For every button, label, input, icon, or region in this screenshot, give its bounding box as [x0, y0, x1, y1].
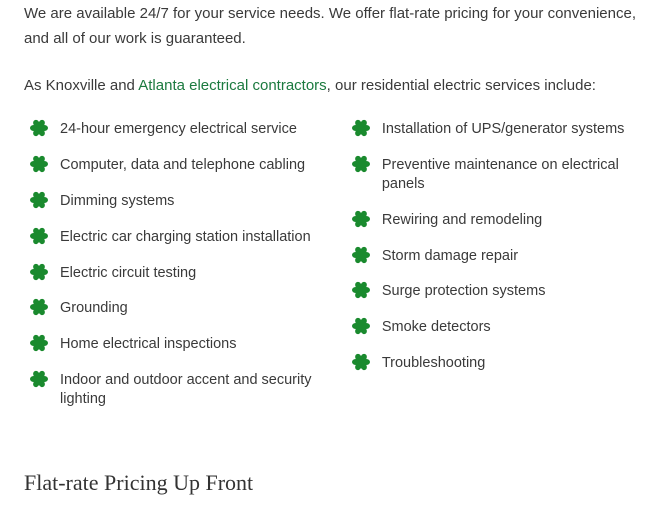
service-list-item	[24, 192, 338, 211]
service-list-item	[24, 335, 338, 354]
service-list-item-label: Troubleshooting	[381, 355, 486, 372]
intro-paragraph-2-prefix: As Knoxville and	[24, 76, 139, 94]
green-flower-bullet-icon	[28, 296, 50, 318]
service-list-item-label: Storm damage repair	[381, 247, 519, 264]
green-flower-bullet-icon	[350, 153, 372, 175]
intro-paragraph-1: We are available 24/7 for your service needs. We offer flat-rate pricing for your convenience, and all of our work is guaranteed.	[24, 5, 636, 47]
green-flower-bullet-icon	[350, 351, 372, 373]
service-list-item	[24, 264, 338, 283]
green-flower-bullet-icon	[28, 332, 50, 354]
service-list-item	[346, 354, 648, 373]
atlanta-electrical-contractors-link[interactable]: Atlanta electrical contractors	[138, 76, 327, 94]
green-flower-bullet-icon	[28, 153, 50, 175]
green-flower-bullet-icon	[350, 279, 372, 301]
service-list-item-label: Preventive maintenance on electrical panels	[381, 157, 619, 192]
green-flower-bullet-icon	[28, 117, 50, 139]
service-list-item-label: Dimming systems	[60, 192, 175, 209]
service-list-item	[24, 371, 338, 409]
green-flower-bullet-icon	[350, 208, 372, 230]
services-list-left	[24, 120, 338, 409]
service-list-item-label: Installation of UPS/generator systems	[381, 121, 625, 138]
service-list-item	[346, 247, 648, 266]
intro-paragraph-2	[24, 52, 648, 99]
intro-paragraph-2-suffix: , our residential electric services include:	[326, 76, 596, 94]
service-list-item-label: Smoke detectors	[381, 319, 491, 336]
service-list-item-label: 24-hour emergency electrical service	[60, 121, 297, 138]
service-list-item-label: Electric circuit testing	[60, 264, 197, 281]
service-list-item	[24, 156, 338, 175]
service-list-item	[24, 120, 338, 139]
service-list-item	[346, 156, 648, 194]
service-list-item-label: Rewiring and remodeling	[381, 211, 543, 228]
services-column-left	[24, 120, 346, 426]
service-list-item-label: Electric car charging station installation	[60, 228, 311, 245]
service-list-item-label: Computer, data and telephone cabling	[60, 157, 306, 174]
services-list-right	[346, 120, 648, 373]
green-flower-bullet-icon	[28, 225, 50, 247]
green-flower-bullet-icon	[28, 261, 50, 283]
services-column-right	[346, 120, 648, 426]
service-list-item-label: Grounding	[60, 300, 128, 317]
service-list-item	[346, 282, 648, 301]
service-list-item	[24, 299, 338, 318]
service-list-item-label: Home electrical inspections	[60, 336, 237, 353]
service-list-item	[346, 211, 648, 230]
service-list-item-label: Surge protection systems	[381, 283, 546, 300]
service-list-item	[346, 318, 648, 337]
service-list-item-label: Indoor and outdoor accent and security lighting	[60, 372, 312, 407]
service-list-item	[24, 228, 338, 247]
green-flower-bullet-icon	[350, 117, 372, 139]
green-flower-bullet-icon	[28, 368, 50, 390]
service-list-item	[346, 120, 648, 139]
section-title-flat-rate-pricing: Flat-rate Pricing Up Front	[24, 470, 254, 495]
services-columns	[24, 120, 648, 426]
green-flower-bullet-icon	[350, 315, 372, 337]
green-flower-bullet-icon	[350, 244, 372, 266]
green-flower-bullet-icon	[28, 189, 50, 211]
